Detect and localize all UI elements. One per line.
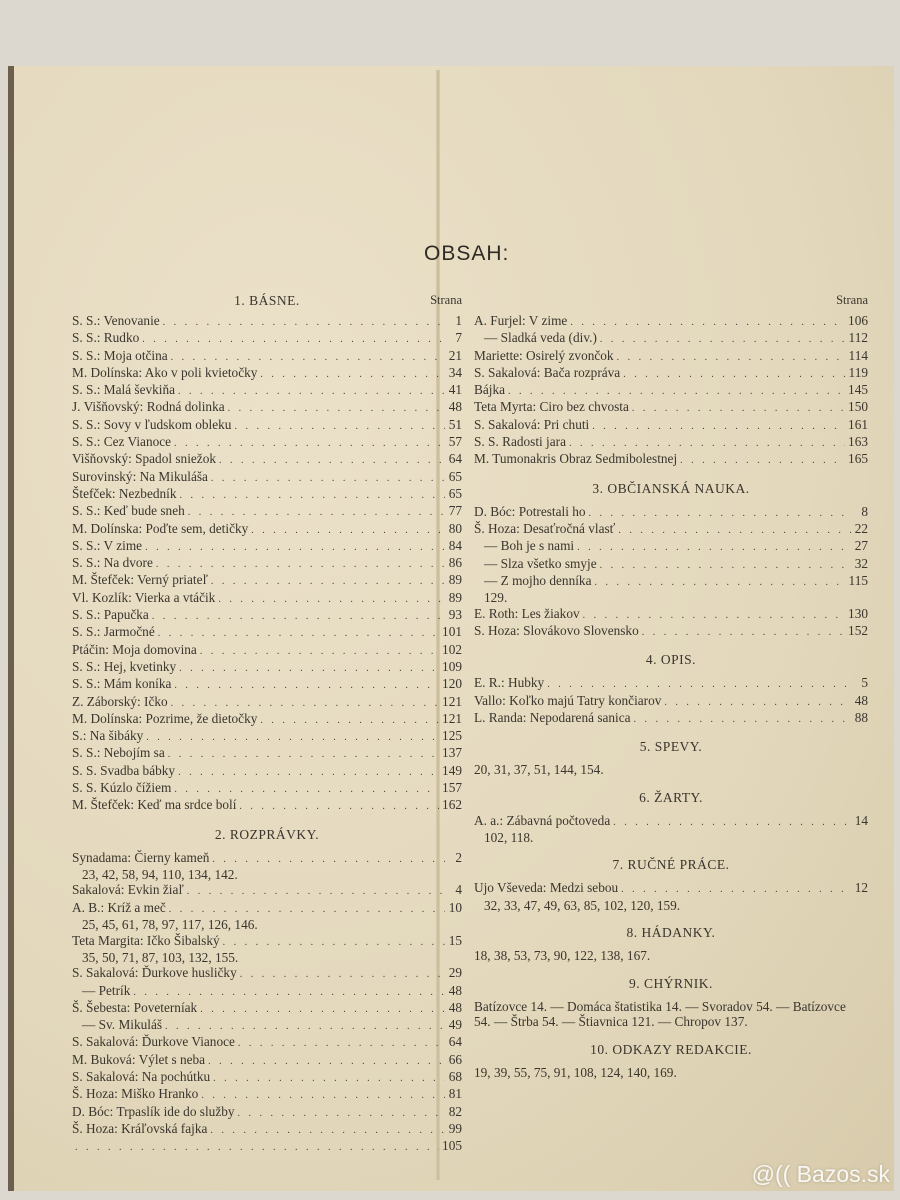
page-number: 149: [442, 762, 462, 778]
page-number: 22: [854, 520, 868, 536]
page-number: 48: [854, 692, 868, 708]
page-number: 49: [448, 1017, 462, 1033]
leader-dots: [617, 350, 846, 365]
page-number: 10: [448, 899, 462, 915]
toc-entry: [72, 590, 462, 607]
toc-entry: [72, 728, 462, 745]
page-list: 35, 50, 71, 87, 103, 132, 155.: [82, 949, 239, 965]
toc-entry: [72, 572, 462, 589]
page-number: 120: [442, 676, 462, 692]
leader-dots: [163, 315, 445, 330]
leader-dots: [583, 608, 845, 623]
page-number: 88: [854, 709, 868, 725]
leader-dots: [156, 557, 445, 572]
page-number: 121: [442, 693, 462, 709]
leader-dots: [171, 350, 445, 365]
entry-title: M. Tumonakris Obraz Sedmibolestnej: [474, 451, 678, 467]
leader-dots: [133, 985, 445, 1000]
toc-entry: [72, 399, 462, 416]
page-number: 137: [442, 745, 462, 761]
entry-title: S. S.: Cez Vianoce: [72, 434, 172, 450]
toc-entry: [474, 348, 868, 365]
toc-entry: [72, 607, 462, 624]
section-header-row: [72, 293, 462, 313]
leader-dots: [618, 523, 851, 538]
leader-dots: [634, 712, 851, 727]
toc-entry: [72, 348, 462, 365]
right-column: [474, 293, 868, 1080]
toc-entry: [72, 1017, 462, 1034]
leader-dots: [174, 436, 445, 451]
page-number: 106: [848, 313, 868, 328]
leader-dots: [208, 1054, 445, 1069]
leader-dots: [212, 852, 445, 867]
page-number: 48: [448, 982, 462, 998]
leader-dots: [238, 1106, 445, 1121]
page-number: 77: [448, 503, 462, 519]
page-number: 12: [854, 880, 868, 896]
page-number: 4: [455, 882, 462, 898]
toc-entry: [72, 365, 462, 382]
toc-entry: [72, 417, 462, 434]
leader-dots: [165, 1019, 445, 1034]
leader-dots: [213, 1071, 445, 1086]
entry-title: S. S.: V zime: [72, 537, 143, 553]
entry-title: S. S.: Malá ševkiňa: [72, 382, 176, 398]
entry-title: S. S.: Moja otčina: [72, 347, 168, 363]
entry-title: Š. Hoza: Desaťročná vlasť: [474, 520, 616, 536]
entry-title: S. S.: Nebojím sa: [72, 745, 165, 761]
leader-dots: [234, 419, 445, 434]
toc-entry: [72, 965, 462, 982]
page-number: 157: [442, 780, 462, 796]
toc-entry: [72, 451, 462, 468]
page-number: 14: [854, 812, 868, 828]
leader-dots: [260, 367, 445, 382]
leader-dots: [168, 747, 439, 762]
entry-title: Teta Myrta: Ciro bez chvosta: [474, 399, 629, 415]
entry-title: S. S.: Sovy v ľudskom obleku: [72, 416, 232, 432]
entry-title: M. Dolínska: Pozrime, že dietočky: [72, 710, 258, 726]
page-number: 15: [448, 932, 462, 948]
entry-title: M. Štefček: Verný priateľ: [72, 572, 208, 588]
leader-dots: [664, 695, 851, 710]
toc-entry: [474, 382, 868, 399]
toc-entry: [474, 710, 868, 727]
page-list: 23, 42, 58, 94, 110, 134, 142.: [82, 866, 238, 882]
watermark-logo: @(( Bazos.sk: [751, 1161, 890, 1187]
page-number: 93: [448, 607, 462, 623]
leader-dots: [211, 471, 445, 486]
leader-dots: [187, 884, 445, 899]
page-number: 115: [848, 572, 868, 588]
toc-entry: [72, 763, 462, 780]
entry-title: Š. Šebesta: Poveterníak: [72, 999, 198, 1015]
entry-title: — Sladká veda (div.): [484, 330, 597, 346]
page-number: 125: [442, 728, 462, 744]
page-number: 57: [448, 434, 462, 450]
entry-title: S. S. Radosti jara: [474, 434, 566, 450]
entry-title: S. S.: Hej, kvetinky: [72, 658, 177, 674]
leader-dots: [152, 609, 445, 624]
page-number: 27: [854, 538, 868, 554]
page-number: 5: [861, 675, 868, 691]
page-number: 21: [448, 347, 462, 363]
entry-title: — Petrík: [82, 982, 131, 998]
entry-title: J. Višňovský: Rodná dolinka: [72, 399, 225, 415]
toc-entry: [474, 434, 868, 451]
entry-title: Vl. Kozlík: Vierka a vtáčik: [72, 589, 216, 605]
entry-title: Bájka: [474, 382, 506, 398]
toc-entry: [72, 1000, 462, 1017]
page-number: 109: [442, 658, 462, 674]
page-number: 152: [848, 622, 868, 638]
toc-entry: [474, 417, 868, 434]
page-number: 86: [448, 555, 462, 571]
entry-title: S. Sakalová: Na pochútku: [72, 1069, 211, 1085]
page-number: 41: [448, 382, 462, 398]
entry-title: S. S.: Venovanie: [72, 313, 160, 328]
entry-title: — Boh je s nami: [484, 538, 575, 554]
leader-dots: [589, 506, 851, 521]
toc-entry: [72, 745, 462, 762]
toc-entry: [474, 538, 868, 555]
leader-dots: [210, 1123, 445, 1138]
toc-entry: [72, 900, 462, 917]
news-paragraph: Batízovce 14. — Domáca štatistika 14. — Svoradov 54. — Batízovce 54. — Štrba 54. — Štiavnica 121. — Chropov 137.: [474, 998, 846, 1030]
entry-title: S. S. Kúzlo čížiem: [72, 780, 172, 796]
entry-title: S. Sakalová: Pri chuti: [474, 416, 590, 432]
leader-dots: [75, 1140, 439, 1155]
page-number: 64: [448, 451, 462, 467]
leader-dots: [239, 799, 439, 814]
leader-dots: [547, 677, 851, 692]
left-column: [72, 293, 462, 1156]
leader-dots: [178, 384, 445, 399]
section-heading: 2. ROZPRÁVKY.: [214, 826, 320, 842]
toc-entry: [72, 1138, 462, 1155]
page-number: 66: [448, 1051, 462, 1067]
toc-entry: [72, 469, 462, 486]
leader-dots: [621, 882, 851, 897]
section-heading: 7. RUČNÉ PRÁCE.: [612, 857, 730, 873]
toc-entry: [72, 659, 462, 676]
entry-title: A. B.: Kríž a meč: [72, 899, 166, 915]
leader-dots: [577, 540, 851, 555]
entry-title: A. a.: Zábavná počtoveda: [474, 812, 611, 828]
strana-label: Strana: [836, 293, 868, 307]
entry-title: Višňovský: Spadol sniežok: [72, 451, 216, 467]
toc-entry: [474, 313, 868, 330]
entry-title: E. Roth: Les žiakov: [474, 605, 580, 621]
leader-dots: [200, 644, 439, 659]
leader-dots: [600, 558, 851, 573]
entry-title: S. Hoza: Slovákovo Slovensko: [474, 622, 639, 638]
toc-entry: [474, 521, 868, 538]
section-heading: 3. OBČIANSKÁ NAUKA.: [592, 480, 750, 496]
entry-title: Štefček: Nezbedník: [72, 485, 177, 501]
entry-title: Teta Margita: Ičko Šibalský: [72, 932, 220, 948]
page-list: 129.: [484, 590, 508, 606]
toc-entry: [474, 606, 868, 623]
page-number: 68: [448, 1069, 462, 1085]
page-number: 81: [448, 1086, 462, 1102]
entry-title: D. Bóc: Potrestali ho: [474, 503, 586, 519]
leader-dots: [158, 626, 439, 641]
entry-title: A. Furjel: V zime: [474, 313, 568, 328]
entry-title: E. R.: Hubky: [474, 675, 545, 691]
toc-entry: [72, 797, 462, 814]
toc-entry: [72, 330, 462, 347]
toc-entry: [474, 556, 868, 573]
page-number: 119: [848, 364, 868, 380]
entry-title: Z. Záborský: Ičko: [72, 693, 168, 709]
toc-entry: [72, 642, 462, 659]
leader-dots: [251, 523, 445, 538]
leader-dots: [238, 1036, 445, 1051]
leader-dots: [146, 730, 439, 745]
entry-title: S. S.: Na dvore: [72, 555, 153, 571]
toc-entry: [474, 504, 868, 521]
toc-entry: [72, 382, 462, 399]
page-number: 64: [448, 1034, 462, 1050]
page-number: 34: [448, 364, 462, 380]
page-number: 48: [448, 999, 462, 1015]
leader-dots: [188, 505, 445, 520]
page-number: 105: [442, 1138, 462, 1154]
leader-dots: [171, 696, 439, 711]
leader-dots: [178, 765, 439, 780]
entry-title: M. Buková: Výlet s neba: [72, 1051, 206, 1067]
entry-title: — Sv. Mikuláš: [82, 1017, 163, 1033]
toc-entry: [72, 555, 462, 572]
toc-entry: [72, 1121, 462, 1138]
page-number: 163: [848, 434, 868, 450]
page-title: OBSAH:: [424, 242, 510, 265]
entry-title: Ptáčin: Moja domovina: [72, 641, 197, 657]
page-number: 145: [848, 382, 868, 398]
entry-title: M. Dolínska: Ako v poli kvietočky: [72, 364, 258, 380]
page-number: 84: [448, 537, 462, 553]
leader-dots: [623, 367, 845, 382]
page-number: 65: [448, 485, 462, 501]
entry-title: S. Sakalová: Bača rozpráva: [474, 364, 621, 380]
entry-title: S.: Na šibáky: [72, 728, 144, 744]
toc-entry: [474, 693, 868, 710]
toc-entry: [474, 451, 868, 468]
page-number: 112: [848, 330, 868, 346]
entry-title: — Z mojho denníka: [484, 572, 592, 588]
entry-title: Š. Hoza: Kráľovská fajka: [72, 1120, 208, 1136]
entry-title: S. S.: Keď bude sneh: [72, 503, 185, 519]
leader-dots: [613, 815, 851, 830]
entry-title: Mariette: Osirelý zvončok: [474, 347, 614, 363]
entry-title: Surovinský: Na Mikuláša: [72, 468, 208, 484]
leader-dots: [260, 713, 439, 728]
leader-dots: [642, 625, 845, 640]
toc-entry: [72, 1104, 462, 1121]
entry-title: L. Randa: Nepodarená sanica: [474, 709, 631, 725]
section-header-row: [474, 293, 868, 313]
toc-entry: [474, 365, 868, 382]
toc-entry: [72, 1069, 462, 1086]
page-number: 1: [455, 313, 462, 328]
page-number: 89: [448, 572, 462, 588]
section-heading: 1. BÁSNE.: [234, 293, 300, 308]
leader-dots: [218, 592, 445, 607]
entry-title: — Slza všetko smyje: [484, 555, 597, 571]
entry-title: S. S.: Jarmočné: [72, 624, 155, 640]
toc-entry: [72, 694, 462, 711]
page-number: 2: [455, 849, 462, 865]
entry-title: S. S.: Rudko: [72, 330, 140, 346]
entry-title: S. S. Svadba bábky: [72, 762, 176, 778]
page-list: 25, 45, 61, 78, 97, 117, 126, 146.: [82, 917, 258, 932]
leader-dots: [569, 436, 845, 451]
page-number: 150: [848, 399, 868, 415]
section-heading: 10. ODKAZY REDAKCIE.: [590, 1041, 752, 1057]
toc-entry: [72, 983, 462, 1000]
entry-title: S. S.: Mám koníka: [72, 676, 172, 692]
toc-entry: [72, 780, 462, 797]
toc-entry: [72, 1052, 462, 1069]
leader-dots: [570, 315, 845, 330]
toc-entry: [72, 850, 462, 867]
page-number: 102: [442, 641, 462, 657]
section-heading: 6. ŽARTY.: [639, 789, 703, 805]
entry-title: M. Dolínska: Poďte sem, detičky: [72, 520, 249, 536]
page-number: 7: [455, 330, 462, 346]
leader-dots: [592, 419, 845, 434]
entry-title: D. Bóc: Trpaslík ide do služby: [72, 1103, 235, 1119]
page-list: 32, 33, 47, 49, 63, 85, 102, 120, 159.: [484, 897, 681, 913]
section-heading: 4. OPIS.: [645, 652, 697, 668]
leader-dots: [228, 401, 445, 416]
leader-dots: [240, 967, 445, 982]
section-heading: 9. CHÝRNIK.: [629, 975, 713, 991]
strana-label: Strana: [430, 293, 462, 307]
entry-title: S. Sakalová: Ďurkove Vianoce: [72, 1034, 235, 1050]
toc-entry: [474, 330, 868, 347]
page-number: 51: [448, 416, 462, 432]
entry-title: Š. Hoza: Miško Hranko: [72, 1086, 199, 1102]
leader-dots: [600, 332, 846, 347]
page-list: 20, 31, 37, 51, 144, 154.: [474, 762, 604, 778]
toc-entry: [72, 486, 462, 503]
toc-entry: [474, 573, 868, 590]
leader-dots: [219, 453, 445, 468]
toc-entry: [72, 624, 462, 641]
leader-dots: [508, 384, 845, 399]
leader-dots: [169, 902, 445, 917]
leader-dots: [223, 935, 445, 950]
leader-dots: [179, 661, 439, 676]
entry-title: S. S.: Papučka: [72, 607, 149, 623]
toc-entry: [72, 676, 462, 693]
page-number: 114: [848, 347, 868, 363]
leader-dots: [145, 540, 445, 555]
leader-dots: [174, 782, 439, 797]
toc-entry: [72, 933, 462, 950]
entry-title: S. Sakalová: Ďurkove husličky: [72, 965, 237, 981]
section-heading: 8. HÁDANKY.: [626, 925, 716, 941]
page-number: 161: [848, 416, 868, 432]
toc-entry: [72, 1034, 462, 1051]
leader-dots: [142, 332, 445, 347]
toc-entry: [72, 503, 462, 520]
toc-entry: [72, 313, 462, 330]
page-list: 102, 118.: [484, 829, 534, 845]
toc-entry: [474, 880, 868, 897]
toc-entry: [72, 711, 462, 728]
entry-title: M. Štefček: Keď ma srdce bolí: [72, 797, 237, 813]
toc-entry: [474, 399, 868, 416]
page-number: 29: [448, 965, 462, 981]
toc-entry: [72, 1086, 462, 1103]
toc-entry: [474, 813, 868, 830]
leader-dots: [594, 575, 845, 590]
page-number: 8: [861, 503, 868, 519]
leader-dots: [180, 488, 446, 503]
entry-title: Sakalová: Evkin žiaľ: [72, 882, 184, 898]
page-number: 80: [448, 520, 462, 536]
page-number: 32: [854, 555, 868, 571]
toc-entry: [72, 434, 462, 451]
page-number: 48: [448, 399, 462, 415]
leader-dots: [174, 678, 439, 693]
page-list: 18, 38, 53, 73, 90, 122, 138, 167.: [474, 948, 651, 964]
entry-title: Ujo Vševeda: Medzi sebou: [474, 880, 619, 896]
page-number: 165: [848, 451, 868, 467]
leader-dots: [201, 1088, 445, 1103]
toc-entry: [72, 521, 462, 538]
page-number: 99: [448, 1120, 462, 1136]
leader-dots: [680, 453, 845, 468]
page-number: 130: [848, 605, 868, 621]
leader-dots: [632, 401, 845, 416]
toc-entry: [474, 623, 868, 640]
page-number: 101: [442, 624, 462, 640]
page-number: 65: [448, 468, 462, 484]
entry-title: Vallo: Koľko majú Tatry končiarov: [474, 692, 662, 708]
toc-entry: [72, 538, 462, 555]
page-number: 82: [448, 1103, 462, 1119]
leader-dots: [211, 574, 445, 589]
toc-entry: [72, 882, 462, 899]
entry-title: Synadama: Čierny kameň: [72, 849, 210, 865]
toc-entry: [474, 675, 868, 692]
page-number: 162: [442, 797, 462, 813]
page-number: 121: [442, 710, 462, 726]
page-list: 19, 39, 55, 75, 91, 108, 124, 140, 169.: [474, 1064, 677, 1080]
page-number: 89: [448, 589, 462, 605]
section-heading: 5. SPEVY.: [639, 739, 703, 755]
leader-dots: [200, 1002, 445, 1017]
